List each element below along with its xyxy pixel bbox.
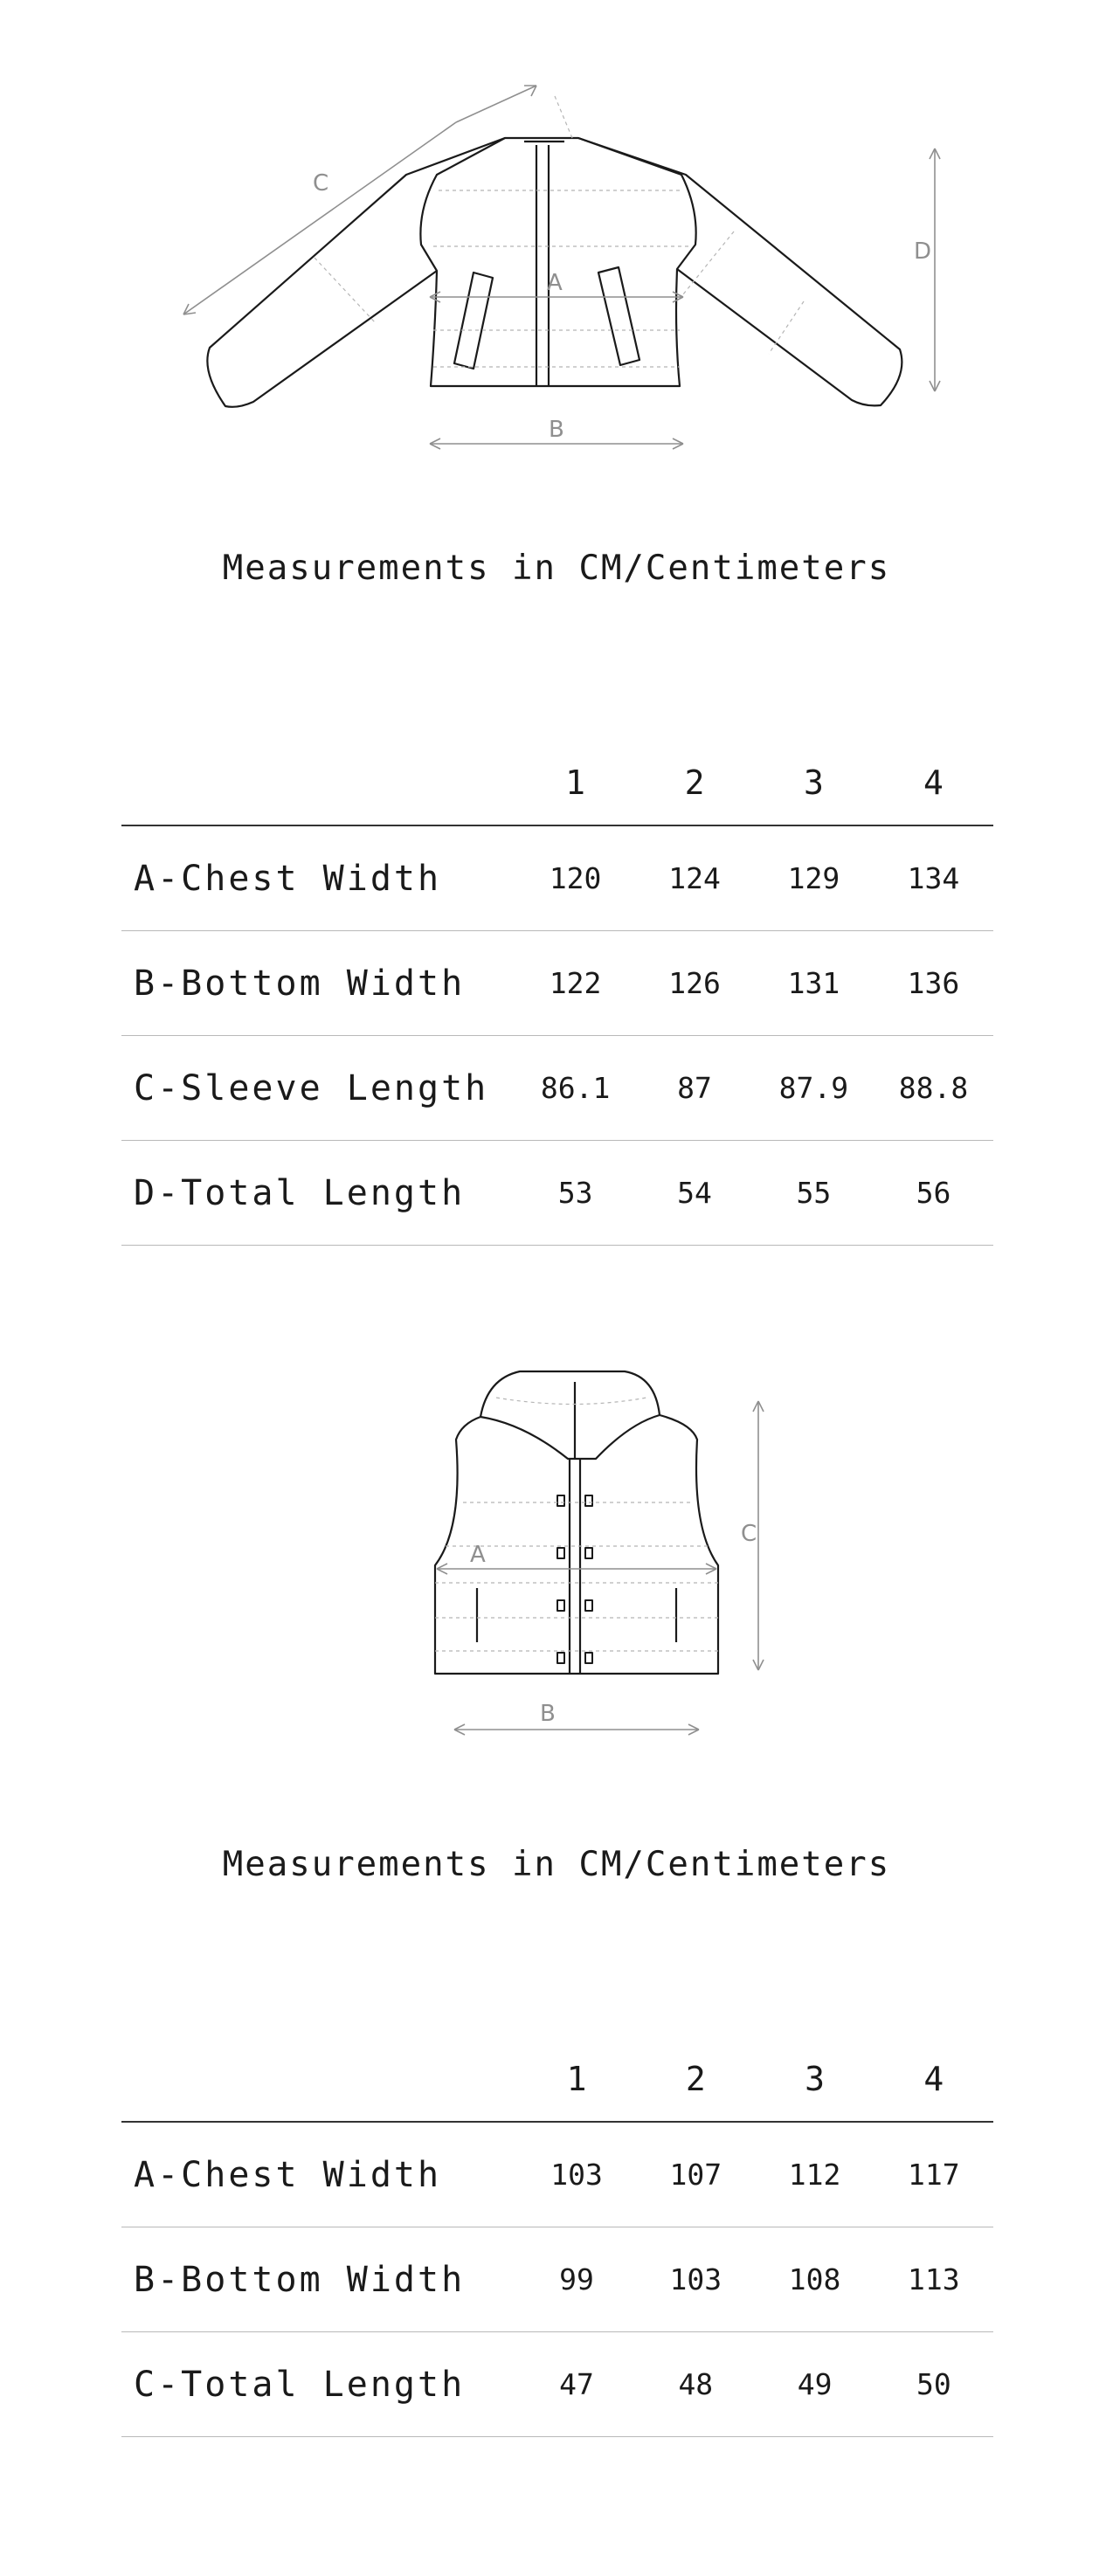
size-header: 2: [636, 2037, 755, 2122]
table-cell: 112: [755, 2122, 874, 2227]
jacket-flat-sketch: [175, 70, 944, 454]
size-header-row: [121, 741, 993, 825]
table-cell: 134: [874, 825, 993, 931]
size-header: 1: [515, 741, 635, 825]
table-cell: 136: [874, 931, 993, 1036]
table-row: [121, 825, 993, 931]
table-cell: 122: [515, 931, 635, 1036]
vest-flat-sketch: [393, 1363, 778, 1765]
table-cell: 47: [517, 2332, 636, 2437]
left-sleeve: [207, 138, 505, 407]
row-label: C-Total Length: [121, 2332, 517, 2437]
table-cell: 120: [515, 825, 635, 931]
size-header-row: [121, 2037, 993, 2122]
size-header: 1: [517, 2037, 636, 2122]
table-cell: 99: [517, 2227, 636, 2332]
table-cell: 88.8: [874, 1036, 993, 1141]
table-row: [121, 2122, 993, 2227]
table-row: [121, 1036, 993, 1141]
row-label: C-Sleeve Length: [121, 1036, 515, 1141]
size-header: 2: [635, 741, 754, 825]
table-cell: 124: [635, 825, 754, 931]
table-cell: 129: [754, 825, 874, 931]
table-cell: 55: [754, 1141, 874, 1246]
row-label: B-Bottom Width: [121, 931, 515, 1036]
table-cell: 56: [874, 1141, 993, 1246]
table-cell: 103: [636, 2227, 755, 2332]
row-label: B-Bottom Width: [121, 2227, 517, 2332]
table-cell: 54: [635, 1141, 754, 1246]
table-cell: 48: [636, 2332, 755, 2437]
dimension-label-c: C: [741, 1521, 757, 1547]
size-header: 3: [754, 741, 874, 825]
table-row: [121, 2227, 993, 2332]
table-cell: 50: [874, 2332, 993, 2437]
row-label: A-Chest Width: [121, 2122, 517, 2227]
table-cell: 87.9: [754, 1036, 874, 1141]
table-cell: 53: [515, 1141, 635, 1246]
vest-hood: [480, 1371, 660, 1417]
row-label: A-Chest Width: [121, 825, 515, 931]
dimension-label-a: A: [547, 270, 563, 296]
measurements-heading-jacket: Measurements in CM/Centimeters: [222, 549, 891, 588]
table-row: [121, 1141, 993, 1246]
table-cell: 131: [754, 931, 874, 1036]
size-header: 3: [755, 2037, 874, 2122]
table-cell: 86.1: [515, 1036, 635, 1141]
right-pocket: [598, 267, 639, 365]
table-cell: 108: [755, 2227, 874, 2332]
size-header: 4: [874, 2037, 993, 2122]
dimension-label-b: B: [540, 1701, 556, 1727]
header-blank: [121, 2037, 517, 2122]
right-sleeve: [578, 138, 902, 405]
table-cell: 113: [874, 2227, 993, 2332]
table-cell: 126: [635, 931, 754, 1036]
header-blank: [121, 741, 515, 825]
table-cell: 107: [636, 2122, 755, 2227]
jacket-size-table: [121, 741, 993, 1246]
dimension-label-c: C: [313, 170, 329, 197]
table-row: [121, 931, 993, 1036]
dimension-label-b: B: [549, 417, 564, 443]
dimension-label-a: A: [470, 1542, 486, 1568]
table-cell: 103: [517, 2122, 636, 2227]
row-label: D-Total Length: [121, 1141, 515, 1246]
size-header: 4: [874, 741, 993, 825]
table-cell: 87: [635, 1036, 754, 1141]
dimension-label-d: D: [914, 238, 932, 265]
jacket-body: [420, 138, 695, 386]
vest-size-table: [121, 2037, 993, 2437]
table-cell: 117: [874, 2122, 993, 2227]
table-cell: 49: [755, 2332, 874, 2437]
table-row: [121, 2332, 993, 2437]
measurements-heading-vest: Measurements in CM/Centimeters: [222, 1845, 891, 1884]
left-pocket: [454, 273, 493, 369]
